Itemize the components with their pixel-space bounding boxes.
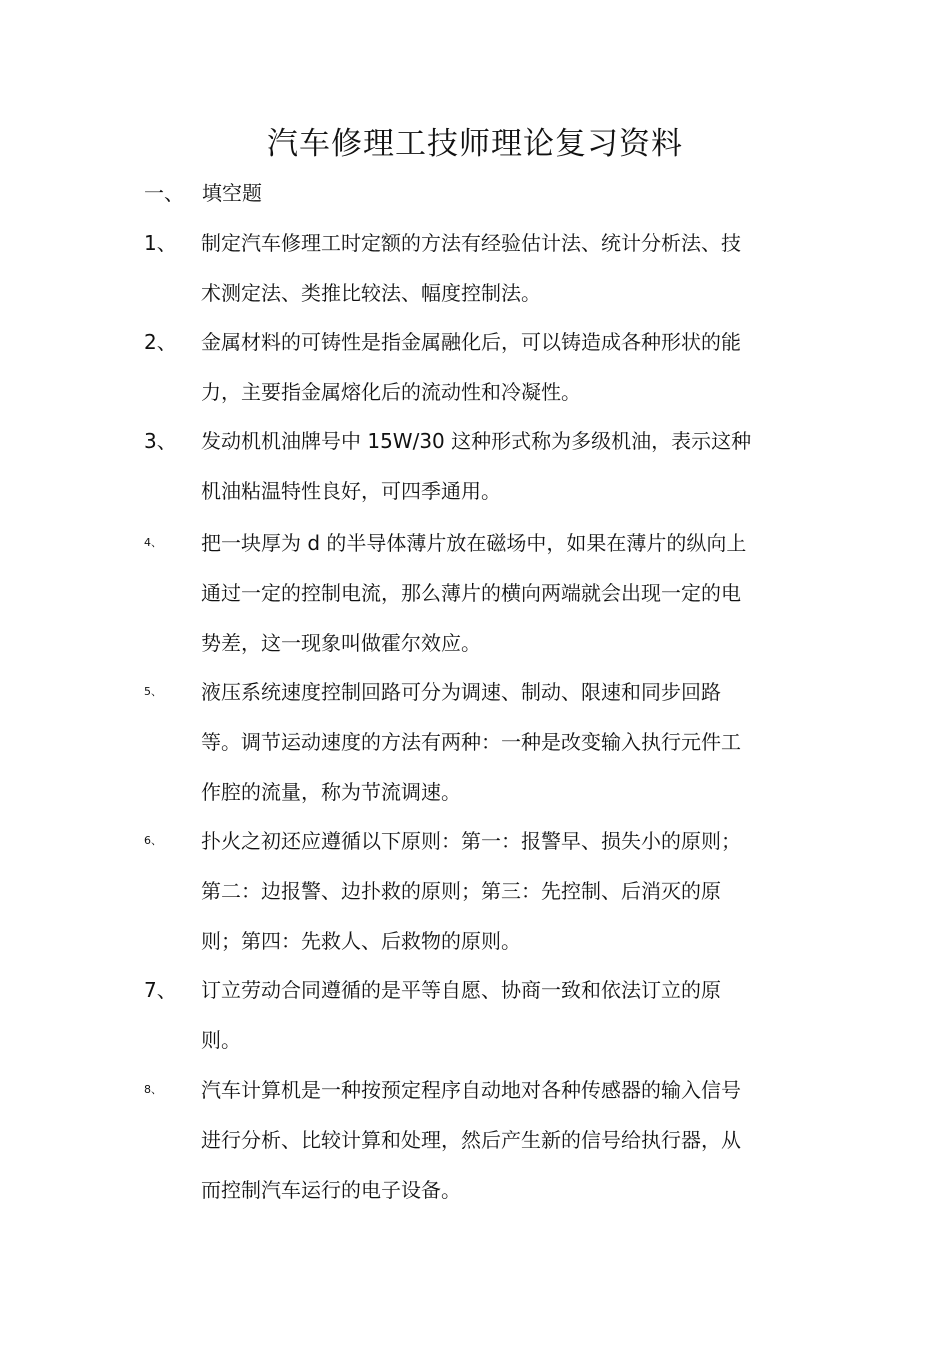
item-line: 扑火之初还应遵循以下原则：第一：报警早、损失小的原则； [201, 829, 741, 853]
item-number: 8、 [144, 1083, 162, 1096]
item-text [201, 975, 801, 1075]
section-number: 一、 [144, 181, 184, 205]
item-number: 5、 [144, 685, 162, 698]
item-number: 7、 [144, 978, 177, 1002]
item-line: 订立劳动合同遵循的是平等自愿、协商一致和依法订立的原 [201, 978, 721, 1002]
item-line: 制定汽车修理工时定额的方法有经验估计法、统计分析法、技 [201, 231, 741, 255]
item-line: 液压系统速度控制回路可分为调速、制动、限速和同步回路 [201, 680, 721, 704]
document-title: 汽车修理工技师理论复习资料 [267, 126, 683, 162]
item-number: 2、 [144, 330, 177, 354]
item-number: 3、 [144, 429, 177, 453]
item-text [201, 228, 801, 328]
item-line: 发动机机油牌号中 15W/30 这种形式称为多级机油，表示这种 [201, 429, 752, 453]
item-text [201, 826, 801, 976]
item-line: 金属材料的可铸性是指金属融化后，可以铸造成各种形状的能 [201, 330, 741, 354]
item-line: 把一块厚为 d 的半导体薄片放在磁场中，如果在薄片的纵向上 [201, 531, 747, 555]
item-line: 汽车计算机是一种按预定程序自动地对各种传感器的输入信号 [201, 1078, 741, 1102]
item-line: 进行分析、比较计算和处理，然后产生新的信号给执行器，从 [201, 1128, 741, 1152]
item-text [201, 528, 801, 678]
item-line: 而控制汽车运行的电子设备。 [201, 1178, 461, 1202]
item-line: 则；第四：先救人、后救物的原则。 [201, 929, 521, 953]
item-line: 第二：边报警、边扑救的原则；第三：先控制、后消灭的原 [201, 879, 721, 903]
item-number: 1、 [144, 231, 177, 255]
item-line: 机油粘温特性良好，可四季通用。 [201, 479, 501, 503]
item-line: 则。 [201, 1028, 241, 1052]
item-line: 作腔的流量，称为节流调速。 [201, 780, 461, 804]
item-number: 6、 [144, 834, 162, 847]
item-text [201, 1075, 801, 1225]
item-text [201, 426, 801, 526]
item-line: 术测定法、类推比较法、幅度控制法。 [201, 281, 541, 305]
item-text [201, 677, 801, 827]
item-line: 势差，这一现象叫做霍尔效应。 [201, 631, 481, 655]
item-number: 4、 [144, 536, 162, 549]
section-title: 填空题 [202, 181, 262, 205]
item-line: 力，主要指金属熔化后的流动性和冷凝性。 [201, 380, 581, 404]
item-line: 等。调节运动速度的方法有两种：一种是改变输入执行元件工 [201, 730, 741, 754]
section-heading [144, 178, 544, 208]
item-line: 通过一定的控制电流，那么薄片的横向两端就会出现一定的电 [201, 581, 741, 605]
item-text [201, 327, 801, 427]
